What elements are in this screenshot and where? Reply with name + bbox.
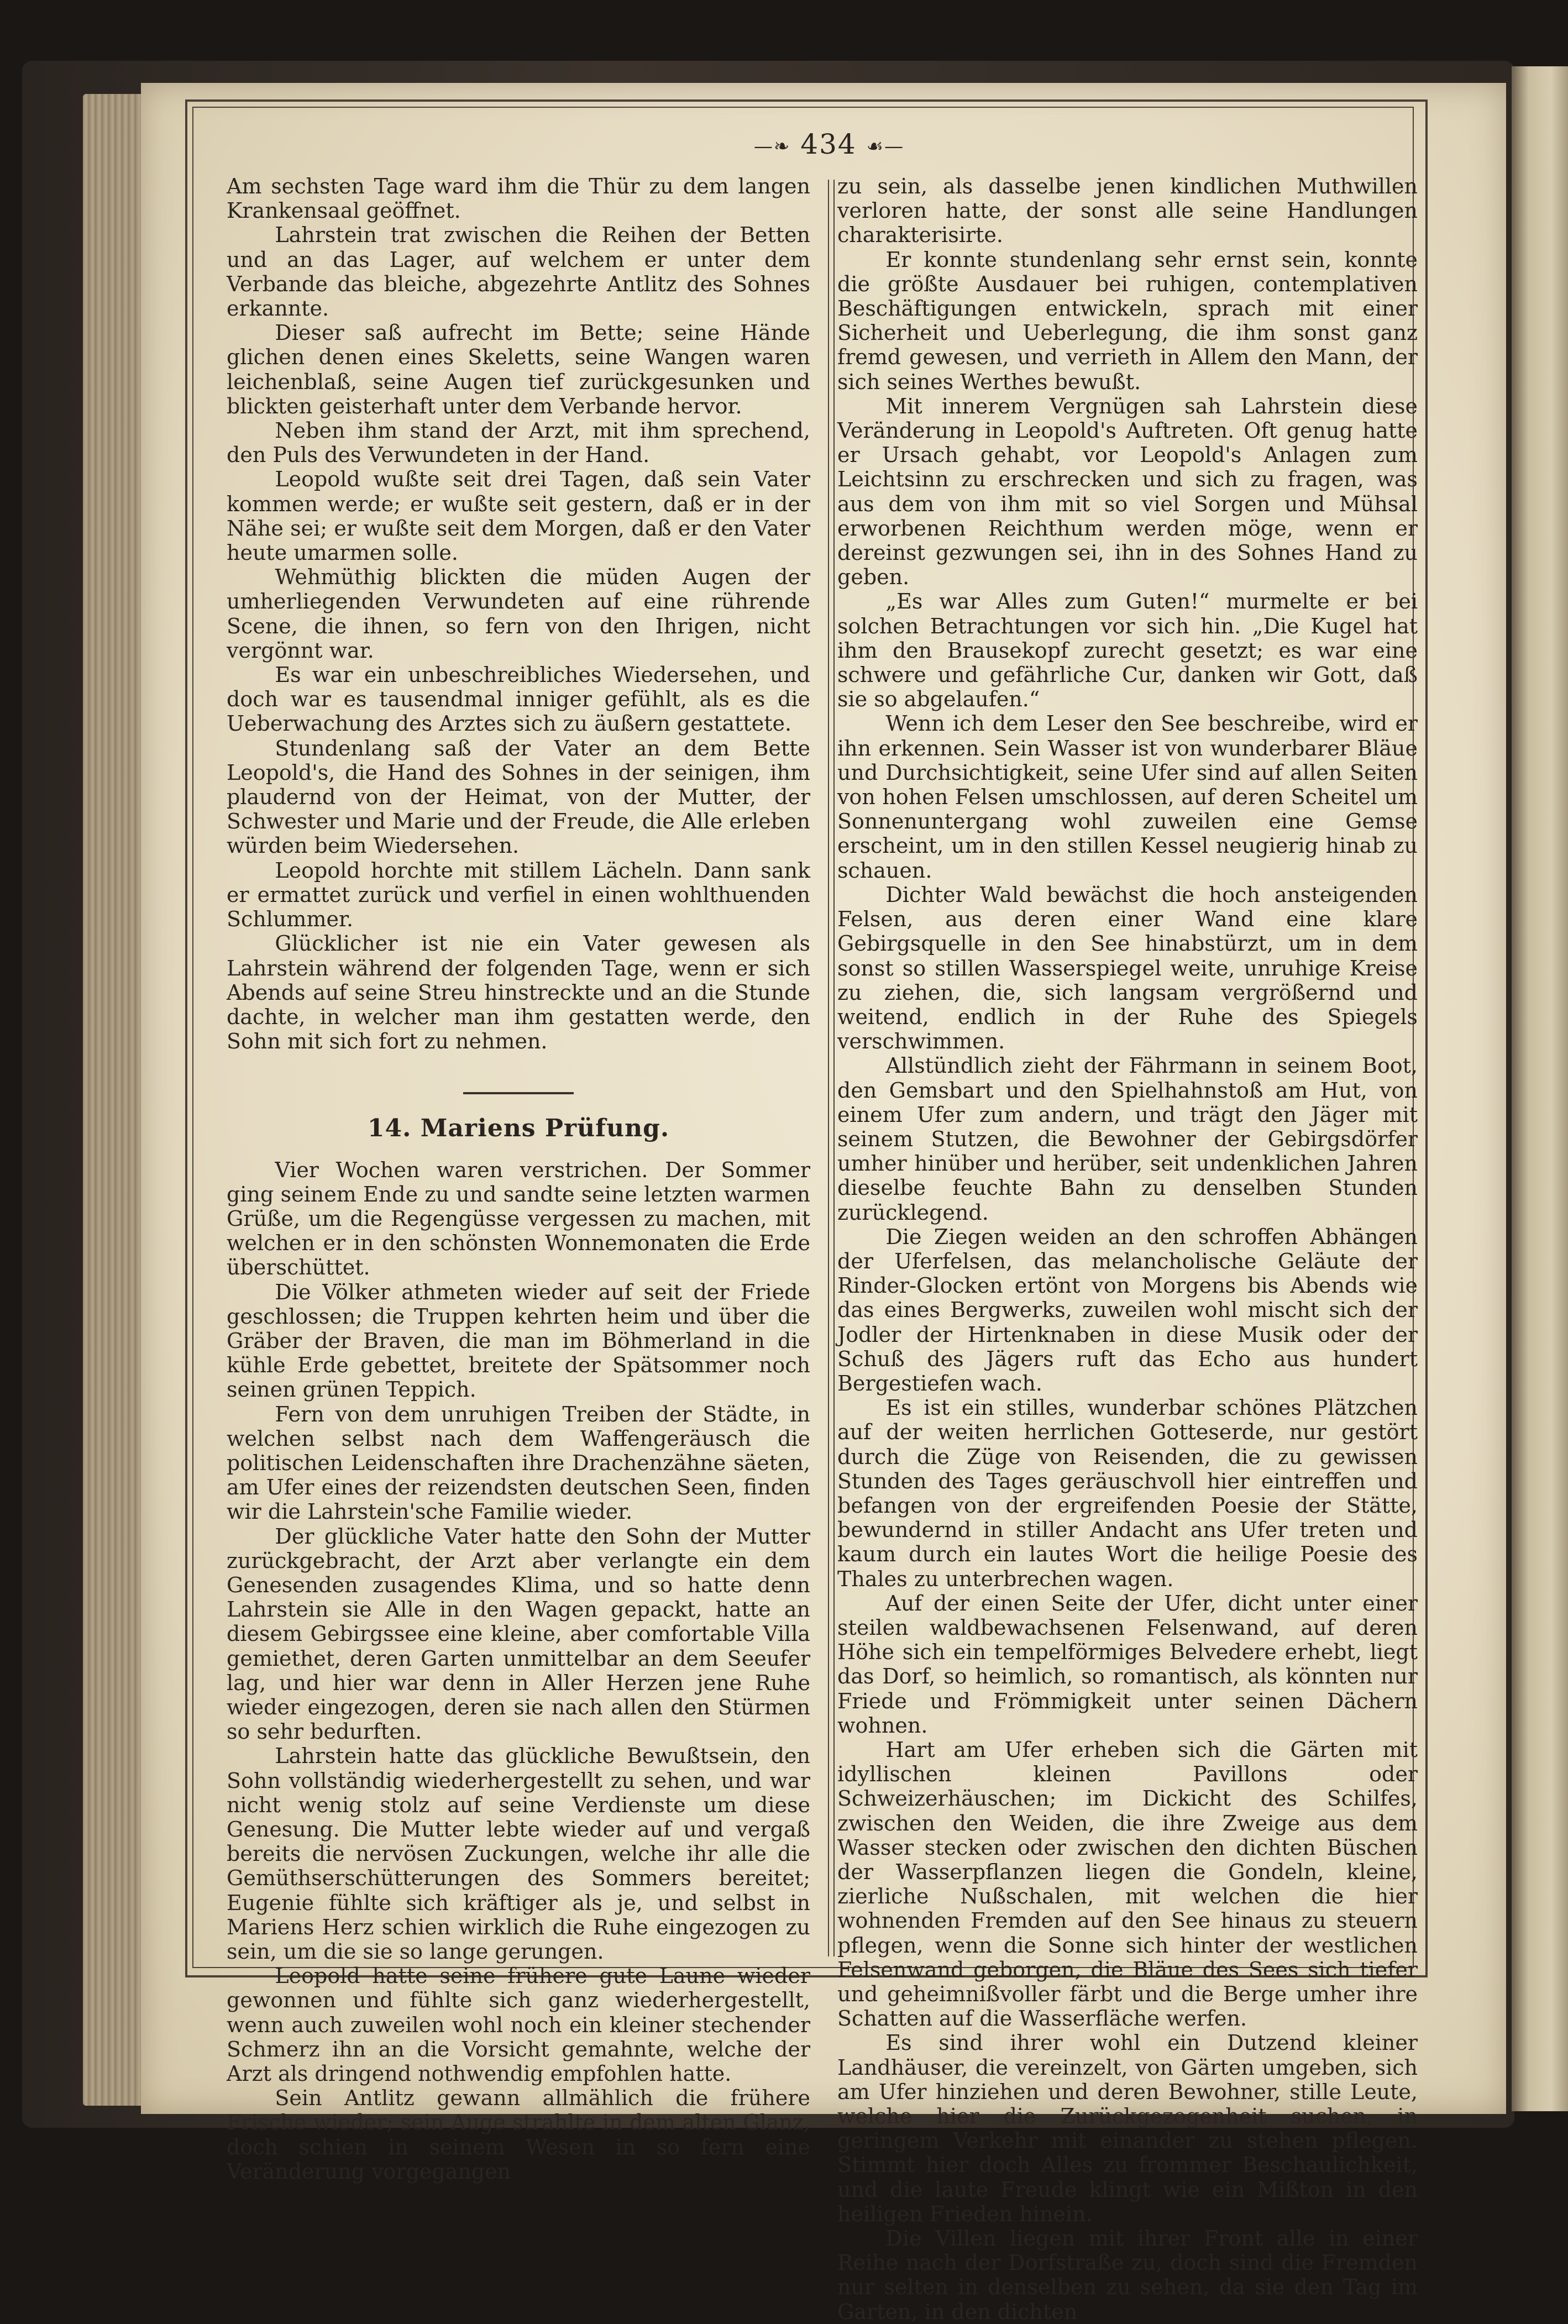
paragraph: Fern von dem unruhigen Treiben der Städte, in welchen selbst nach dem Waffengeräusch die politischen Leidenschaften ihre Drachenzähne säeten, am Ufer eines der reizendsten deutschen Seen, finden wir die Lahrstein'sche Familie wieder. xyxy=(227,1402,810,1524)
paragraph: Die Ziegen weiden an den schroffen Abhängen der Uferfelsen, das melancholische Geläute der Rinder-Glocken ertönt von Morgens bis Abends wie das eines Bergwerks, zuweilen wohl mischt sich der Jodler der Hirtenknaben in diese Musik oder der Schuß des Jägers ruft das Echo aus hundert Bergestiefen wach. xyxy=(837,1224,1418,1396)
paragraph: Mit innerem Vergnügen sah Lahrstein diese Veränderung in Leopold's Auftreten. Oft genug hatte er Ursach gehabt, vor Leopold's Anlagen zum Leichtsinn zu erschrecken und sich zu fragen, was aus dem von ihm mit so viel Sorgen und Mühsal erworbenen Reichthum werden möge, wenn er dereinst gezwungen sei, ihn in des Sohnes Hand zu geben. xyxy=(837,394,1418,590)
page-number: 434 xyxy=(800,128,857,160)
ornament-right-icon: ☙— xyxy=(866,135,905,158)
paragraph: Leopold horchte mit stillem Lächeln. Dann sank er ermattet zurück und verfiel in einen wohlthuenden Schlummer. xyxy=(227,858,810,932)
paragraph: Am sechsten Tage ward ihm die Thür zu dem langen Krankensaal geöffnet. xyxy=(227,174,810,223)
paragraph: Hart am Ufer erheben sich die Gärten mit idyllischen kleinen Pavillons oder Schweizerhäuschen; im Dickicht des Schilfes, zwischen den Weiden, die ihre Zweige aus dem Wasser stecken oder zwischen den dichten Büschen der Wasserpflanzen liegen die Gondeln, kleine, zierliche Nußschalen, mit welchen die hier wohnenden Fremden auf den See hinaus zu steuern pflegen, wenn die Sonne sich hinter der westlichen Felsenwand geborgen, die Bläue des Sees sich tiefer und geheimnißvoller färbt und die Berge umher ihre Schatten auf die Wasserfläche werfen. xyxy=(837,1738,1418,2031)
paragraph: Er konnte stundenlang sehr ernst sein, konnte die größte Ausdauer bei ruhigen, contemplativen Beschäftigungen entwickeln, sprach mit einer Sicherheit und Ueberlegung, die ihm sonst ganz fremd gewesen, und verrieth in Allem den Mann, der sich seines Werthes bewußt. xyxy=(837,247,1418,394)
paragraph: Der glückliche Vater hatte den Sohn der Mutter zurückgebracht, der Arzt aber verlangte ein dem Genesenden zusagendes Klima, und so hatte denn Lahrstein sie Alle in den Wagen gepackt, hatte an diesem Gebirgssee eine kleine, aber comfortable Villa gemiethet, deren Garten unmittelbar an dem Seeufer lag, und hier war denn in Aller Herzen jene Ruhe wieder eingezogen, deren sie nach allen den Stürmen so sehr bedurften. xyxy=(227,1524,810,1744)
next-page-edge xyxy=(1512,66,1568,2111)
paragraph: Allstündlich zieht der Fährmann in seinem Boot, den Gemsbart und den Spielhahnstoß am Hut, von einem Ufer zum andern, und trägt den Jäger mit seinem Stutzen, die Bewohner der Gebirgsdörfer umher hinüber und herüber, seit undenklichen Jahren dieselbe feuchte Bahn zu denselben Stunden zurücklegend. xyxy=(837,1053,1418,1225)
paragraph: Dichter Wald bewächst die hoch ansteigenden Felsen, aus deren einer Wand eine klare Gebirgsquelle in den See hinabstürzt, um in dem sonst so stillen Wasserspiegel weite, unruhige Kreise zu ziehen, die, sich langsam vergrößernd und weitend, endlich in der Ruhe des Spiegels verschwimmen. xyxy=(837,882,1418,1054)
page-number-header xyxy=(719,128,940,167)
right-column xyxy=(837,174,1418,2324)
paragraph: Es war ein unbeschreibliches Wiedersehen, und doch war es tausendmal inniger gefühlt, als es die Ueberwachung des Arztes sich zu äußern gestattete. xyxy=(227,663,810,736)
paragraph: Neben ihm stand der Arzt, mit ihm sprechend, den Puls des Verwundeten in der Hand. xyxy=(227,418,810,468)
paragraph: Glücklicher ist nie ein Vater gewesen als Lahrstein während der folgenden Tage, wenn er sich Abends auf seine Streu hinstreckte und an die Stunde dachte, in welcher man ihm gestatten werde, den Sohn mit sich fort zu nehmen. xyxy=(227,931,810,1054)
paragraph: Leopold hatte seine frühere gute Laune wieder gewonnen und fühlte sich ganz wiederhergestellt, wenn auch zuweilen wohl noch ein kleiner stechender Schmerz ihn an die Vorsicht gemahnte, welche der Arzt als dringend nothwendig empfohlen hatte. xyxy=(227,1964,810,2086)
paragraph: Sein Antlitz gewann allmählich die frühere Frische wieder; sein Auge strahlte in dem alten Glanz, doch schien in seinem Wesen in so fern eine Veränderung vorgegangen xyxy=(227,2086,810,2184)
paragraph: Auf der einen Seite der Ufer, dicht unter einer steilen waldbewachsenen Felsenwand, auf deren Höhe sich ein tempelförmiges Belvedere erhebt, liegt das Dorf, so heimlich, so romantisch, als könnten nur Friede und Frömmigkeit unter seinen Dächern wohnen. xyxy=(837,1591,1418,1738)
paragraph: Die Villen liegen mit ihrer Front alle in einer Reihe nach der Dorfstraße zu, doch sind die Fremden nur selten in denselben zu sehen, da sie den Tag im Garten, in den dichten xyxy=(837,2226,1418,2324)
paragraph: „Es war Alles zum Guten!“ murmelte er bei solchen Betrachtungen vor sich hin. „Die Kugel hat ihm den Brausekopf zurecht gesetzt; es war eine schwere und gefährliche Cur, danken wir Gott, daß sie so abgelaufen.“ xyxy=(837,589,1418,712)
paragraph: Vier Wochen waren verstrichen. Der Sommer ging seinem Ende zu und sandte seine letzten warmen Grüße, um die Regengüsse vergessen zu machen, mit welchen er in den schönsten Wonnemonaten die Erde überschüttet. xyxy=(227,1157,810,1280)
paragraph: Wenn ich dem Leser den See beschreibe, wird er ihn erkennen. Sein Wasser ist von wunderbarer Bläue und Durchsichtigkeit, seine Ufer sind auf allen Seiten von hohen Felsen umschlossen, auf deren Scheitel um Sonnenuntergang wohl zuweilen eine Gemse erscheint, um in den stillen Kessel neugierig hinab zu schauen. xyxy=(837,711,1418,883)
paragraph: Lahrstein hatte das glückliche Bewußtsein, den Sohn vollständig wiederhergestellt zu sehen, und war nicht wenig stolz auf seine Verdienste um diese Genesung. Die Mutter lebte wieder auf und vergaß bereits die nervösen Zuckungen, welche ihr alle die Gemüthserschütterungen des Sommers bereitet; Eugenie fühlte sich kräftiger als je, und selbst in Mariens Herz schien wirklich die Ruhe eingezogen zu sein, um die sie so lange gerungen. xyxy=(227,1744,810,1964)
paragraph: Die Völker athmeten wieder auf seit der Friede geschlossen; die Truppen kehrten heim und über die Gräber der Braven, die man im Böhmerland in die kühle Erde gebettet, breitete der Spätsommer noch seinen grünen Teppich. xyxy=(227,1279,810,1402)
column-divider xyxy=(828,180,835,1956)
chapter-title: 14. Mariens Prüfung. xyxy=(367,1114,670,1143)
paragraph: Es ist ein stilles, wunderbar schönes Plätzchen auf der weiten herrlichen Gotteserde, nur gestört durch die Züge von Reisenden, die zu gewissen Stunden des Tages geräuschvoll hier eintreffen und befangen von der ergreifenden Poesie der Stätte, bewundernd in stiller Andacht ans Ufer treten und kaum durch ein lautes Wort die heilige Poesie des Thales zu unterbrechen wagen. xyxy=(837,1396,1418,1591)
paragraph: Lahrstein trat zwischen die Reihen der Betten und an das Lager, auf welchem er unter dem Verbande das bleiche, abgezehrte Antlitz des Sohnes erkannte. xyxy=(227,223,810,321)
paragraph: Es sind ihrer wohl ein Dutzend kleiner Landhäuser, die vereinzelt, von Gärten umgeben, sich am Ufer hinziehen und deren Bewohner, stille Leute, welche hier die Zurückgezogenheit suchen, in geringem Verkehr mit einander zu stehen pflegen. Stimmt hier doch Alles zu frommer Beschaulichkeit, und die laute Freude klingt wie ein Mißton in den heiligen Frieden hinein. xyxy=(837,2031,1418,2226)
left-column xyxy=(227,174,810,2184)
paragraph: Dieser saß aufrecht im Bette; seine Hände glichen denen eines Skeletts, seine Wangen waren leichenblaß, seine Augen tief zurückgesunken und blickten geisterhaft unter dem Verbande hervor. xyxy=(227,321,810,418)
ornament-left-icon: —❧ xyxy=(753,135,791,158)
paragraph: Stundenlang saß der Vater an dem Bette Leopold's, die Hand des Sohnes in der seinigen, ihm plaudernd von der Heimat, von der Mutter, der Schwester und Marie und der Freude, die Alle erleben würden beim Wiedersehen. xyxy=(227,736,810,858)
paragraph: zu sein, als dasselbe jenen kindlichen Muthwillen verloren hatte, der sonst alle seine Handlungen charakterisirte. xyxy=(837,174,1418,248)
chapter-divider xyxy=(463,1092,574,1094)
paragraph: Wehmüthig blickten die müden Augen der umherliegenden Verwundeten auf eine rührende Scene, die ihnen, so fern von den Ihrigen, nicht vergönnt war. xyxy=(227,565,810,663)
paragraph: Leopold wußte seit drei Tagen, daß sein Vater kommen werde; er wußte seit gestern, daß er in der Nähe sei; er wußte seit dem Morgen, daß er den Vater heute umarmen solle. xyxy=(227,467,810,565)
